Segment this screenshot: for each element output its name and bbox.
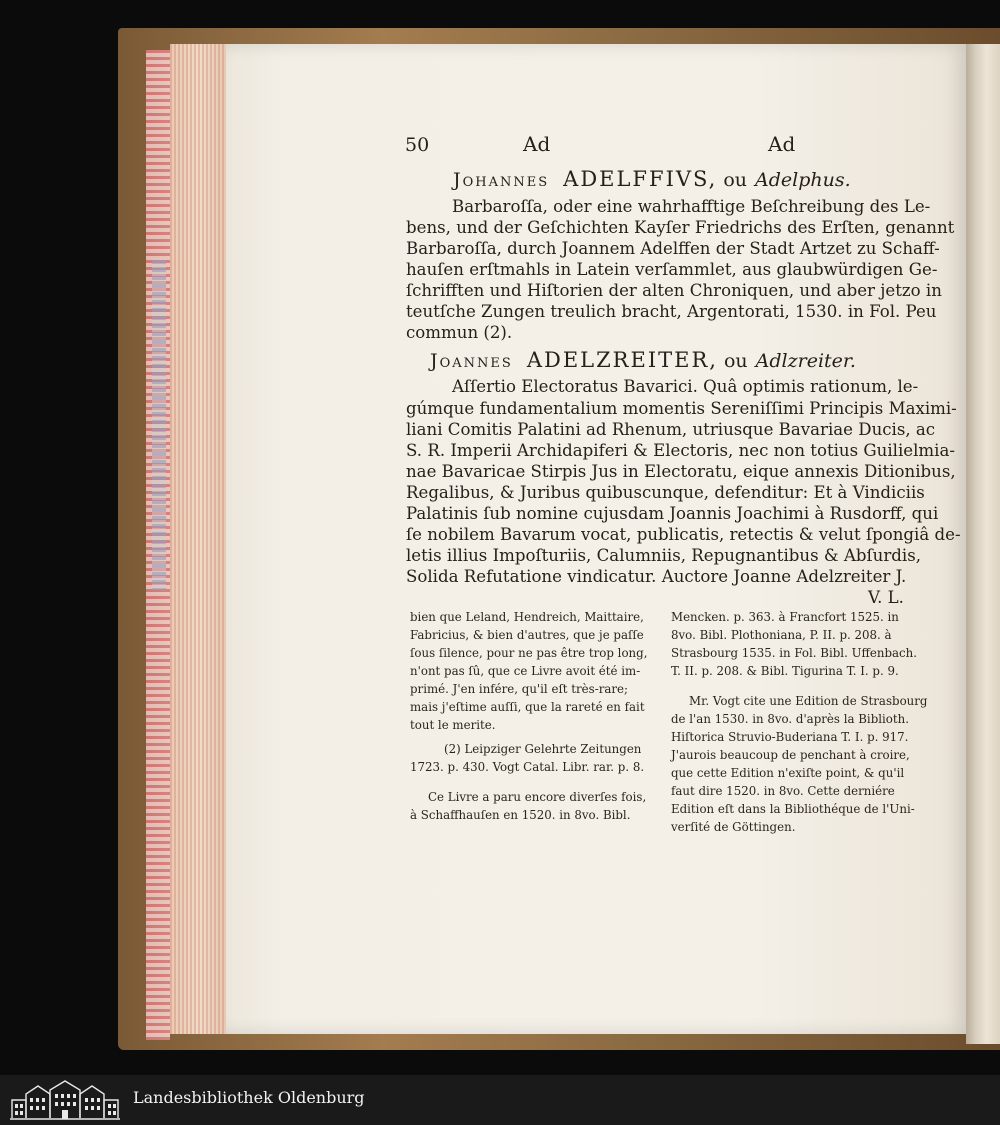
entry-text-line: ſe nobilem Bavarum vocat, publicatis, retectis & velut ſpongiâ de- (406, 525, 961, 544)
entry-text-line: Barbaroſſa, oder eine wahrhafftige Beſchreibung des Le- (452, 197, 931, 216)
entry-connector: ou (723, 169, 748, 191)
footnote-line: Mr. Vogt cite une Edition de Strasbourg (689, 694, 928, 708)
footnote-line: J'aurois beaucoup de penchant à croire, (671, 748, 910, 762)
page-stack-edge (170, 44, 230, 1034)
entry-connector: ou (723, 350, 748, 372)
page-edge-stain (152, 260, 166, 590)
entry-text-line: S. R. Imperii Archidapiferi & Electoris, nec non totius Guilielmia- (406, 441, 955, 460)
entry-text-line: Solida Refutatione vindicatur. Auctore Joanne Adelzreiter J. (406, 567, 907, 586)
library-name: Landesbibliothek Oldenburg (133, 1088, 365, 1107)
book-gutter (966, 44, 1000, 1044)
page-number: 50 (405, 134, 430, 156)
footnote-line: bien que Leland, Hendreich, Maittaire, (410, 610, 644, 624)
footnote-line: à Schaffhauſen en 1520. in 8vo. Bibl. (410, 808, 631, 822)
footnote-line: de l'an 1530. in 8vo. d'après la Biblioth. (671, 712, 909, 726)
entry-text-line: Palatinis ſub nomine cujusdam Joannis Joachimi à Rusdorff, qui (406, 504, 939, 523)
footnote-line: primé. J'en infére, qu'il eſt très-rare; (410, 682, 628, 696)
footnote-line: n'ont pas ſû, que ce Livre avoit été im- (410, 664, 641, 678)
entry-surname: ADELFFIVS, (563, 167, 718, 191)
entry-heading (453, 167, 851, 191)
footnote-line: mais j'eſtime auſſi, que la rareté en fait (410, 700, 645, 714)
entry-text-line: nae Bavaricae Stirpis Jus in Electoratu, eique annexis Ditionibus, (406, 462, 956, 481)
footnote-line: Strasbourg 1535. in Fol. Bibl. Uffenbach. (671, 646, 918, 660)
entry-text-line: hauſen erſtmahls in Latein verſammlet, aus glaubwürdigen Ge- (406, 260, 938, 279)
entry-alt-name: Adlzreiter. (755, 350, 856, 372)
footnote-line: Ce Livre a paru encore diverſes fois, (428, 790, 647, 804)
entry-alt-name: Adelphus. (755, 169, 851, 191)
footnote-line: T. II. p. 208. & Bibl. Tigurina T. I. p. 9. (671, 664, 899, 678)
entry-text-line: liani Comitis Palatini ad Rhenum, utriusque Bavariae Ducis, ac (406, 420, 936, 439)
footnote-line: 8vo. Bibl. Plothoniana, P. II. p. 208. à (671, 628, 892, 642)
footnote-line: verſité de Göttingen. (671, 820, 796, 834)
footnote-line: Mencken. p. 363. à Francfort 1525. in (671, 610, 899, 624)
entry-first-name: Johannes (453, 169, 550, 191)
entry-text-line: ſchrifften und Hiſtorien der alten Chroniquen, und aber jetzo in (406, 281, 942, 300)
footnote-line: 1723. p. 430. Vogt Catal. Libr. rar. p. 8. (410, 760, 645, 774)
footnote-line: ſous ſilence, pour ne pas être trop long, (410, 646, 648, 660)
running-head-right: Ad (768, 132, 796, 156)
entry-text-line: gúmque fundamentalium momentis Sereniſſimi Principis Maximi- (406, 399, 957, 418)
library-building-logo-icon (8, 1078, 122, 1122)
entry-text-line: Aſſertio Electoratus Bavarici. Quâ optimis rationum, le- (452, 377, 919, 396)
running-head-left: Ad (523, 132, 551, 156)
entry-text-line: commun (2). (406, 323, 513, 342)
entry-text-line: Regalibus, & Juribus quibuscunque, defenditur: Et à Vindiciis (406, 483, 925, 502)
entry-text-line: teutſche Zungen treulich bracht, Argentorati, 1530. in Fol. Peu (406, 302, 937, 321)
footnote-line: Fabricius, & bien d'autres, que je paſſe (410, 628, 644, 642)
entry-first-name: Joannes (430, 350, 513, 372)
entry-text-line: bens, und der Geſchichten Kayſer Friedrichs des Erſten, genannt (406, 218, 955, 237)
footnote-line: faut dire 1520. in 8vo. Cette derniére (671, 784, 895, 798)
entry-heading (430, 348, 856, 372)
footnote-line: tout le merite. (410, 718, 496, 732)
footnote-line: Edition eſt dans la Bibliothéque de l'Uni- (671, 802, 915, 816)
entry-text-line: letis illius Impoſturiis, Calumniis, Repugnantibus & Abſurdis, (406, 546, 922, 565)
footnote-line: Hiſtorica Struvio-Buderiana T. I. p. 917. (671, 730, 909, 744)
footnote-line: (2) Leipziger Gelehrte Zeitungen (444, 742, 642, 756)
entry-surname: ADELZREITER, (526, 348, 718, 372)
entry-text-line: V. L. (868, 588, 904, 607)
footnote-line: que cette Edition n'exiſte point, & qu'il (671, 766, 905, 780)
entry-text-line: Barbaroſſa, durch Joannem Adelffen der Stadt Artzet zu Schaff- (406, 239, 940, 258)
